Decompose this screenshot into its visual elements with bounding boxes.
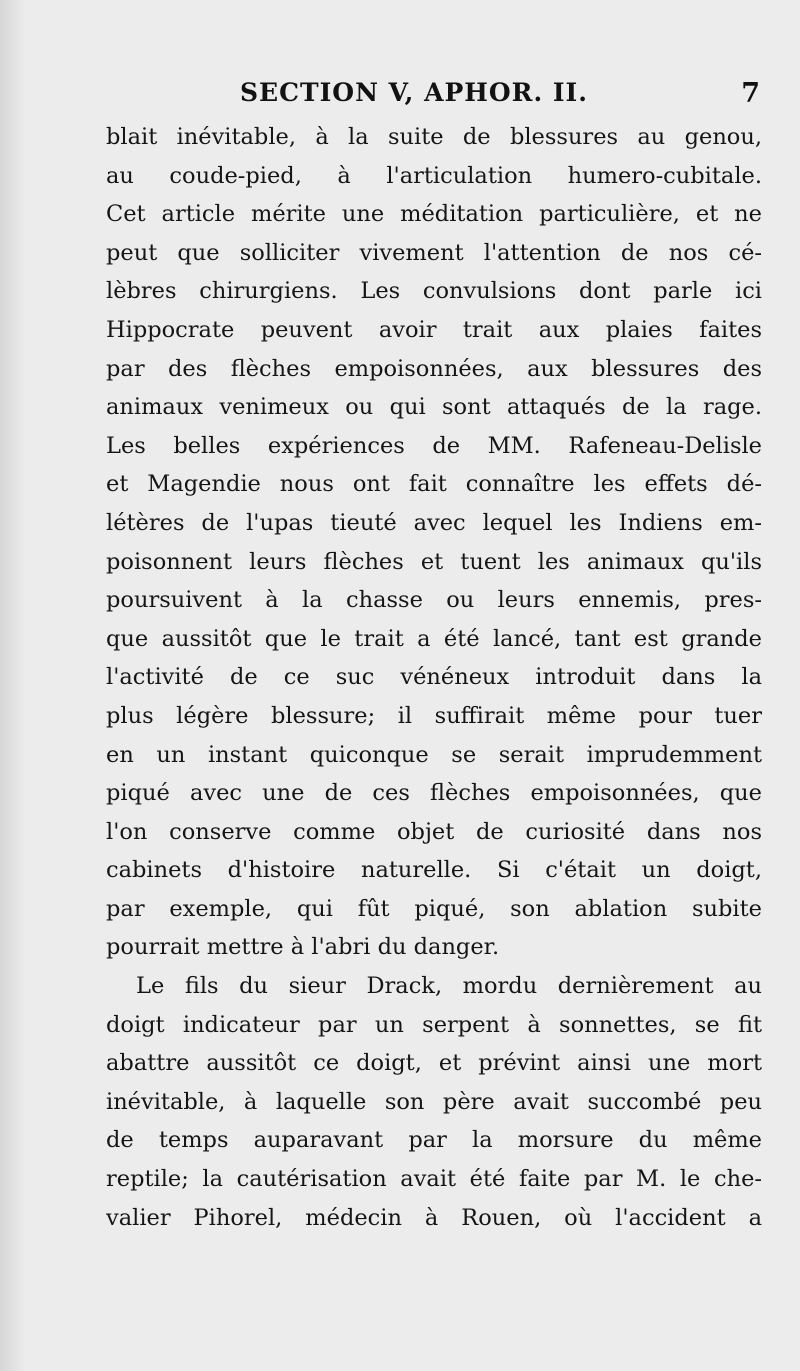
text-line: piqué avec une de ces flèches empoisonnées, que [106,780,762,807]
text-line: poisonnent leurs flèches et tuent les animaux qu'ils [106,548,762,575]
text-line: reptile; la cautérisation avait été faite par M. le che- [106,1166,762,1193]
text-line: Les belles expériences de MM. Rafeneau-Delisle [106,432,762,459]
text-line: blait inévitable, à la suite de blessures au genou, [106,124,762,150]
text-line: létères de l'upas tieuté avec lequel les Indiens em- [106,509,762,536]
running-title: SECTION V, APHOR. II. [240,78,588,107]
text-line: l'activité de ce suc vénéneux introduit dans la [106,664,762,691]
text-line: cabinets d'histoire naturelle. Si c'était un doigt, [106,857,762,884]
text-line: que aussitôt que le trait a été lancé, tant est grande [106,625,762,652]
text-line: valier Pihorel, médecin à Rouen, où l'accident a [106,1204,762,1231]
text-line: de temps auparavant par la morsure du même [106,1127,762,1154]
text-line: Cet article mérite une méditation particulière, et ne [106,201,762,228]
page-number: 7 [741,78,760,109]
text-line: en un instant quiconque se serait imprudemment [106,741,762,768]
text-line: pourrait mettre à l'abri du danger. [106,934,500,961]
text-line: inévitable, à laquelle son père avait succombé peu [106,1088,762,1115]
text-line: au coude-pied, à l'articulation humero-cubitale. [106,162,762,189]
text-line: poursuivent à la chasse ou leurs ennemis, pres- [106,587,762,614]
text-line: peut que solliciter vivement l'attention de nos cé- [106,239,762,266]
body-text [106,118,762,1237]
text-line: plus légère blessure; il suffirait même pour tuer [106,702,762,729]
text-line: par exemple, qui fût piqué, son ablation subite [106,895,762,922]
text-line: l'on conserve comme objet de curiosité dans nos [106,818,762,845]
text-line: Hippocrate peuvent avoir trait aux plaies faites [106,316,762,343]
text-line: par des flèches empoisonnées, aux blessures des [106,355,762,382]
text-line: doigt indicateur par un serpent à sonnettes, se fit [106,1011,762,1038]
text-line: animaux venimeux ou qui sont attaqués de la rage. [106,394,762,421]
text-line: abattre aussitôt ce doigt, et prévint ainsi une mort [106,1050,762,1077]
paragraph [106,118,762,967]
page-edge-shadow [0,0,26,1371]
page-header [100,78,760,114]
text-line: et Magendie nous ont fait connaître les effets dé- [106,471,762,498]
text-line: lèbres chirurgiens. Les convulsions dont parle ici [106,278,762,305]
text-line: Le fils du sieur Drack, mordu dernièrement au [136,973,762,1000]
paragraph [106,967,762,1237]
